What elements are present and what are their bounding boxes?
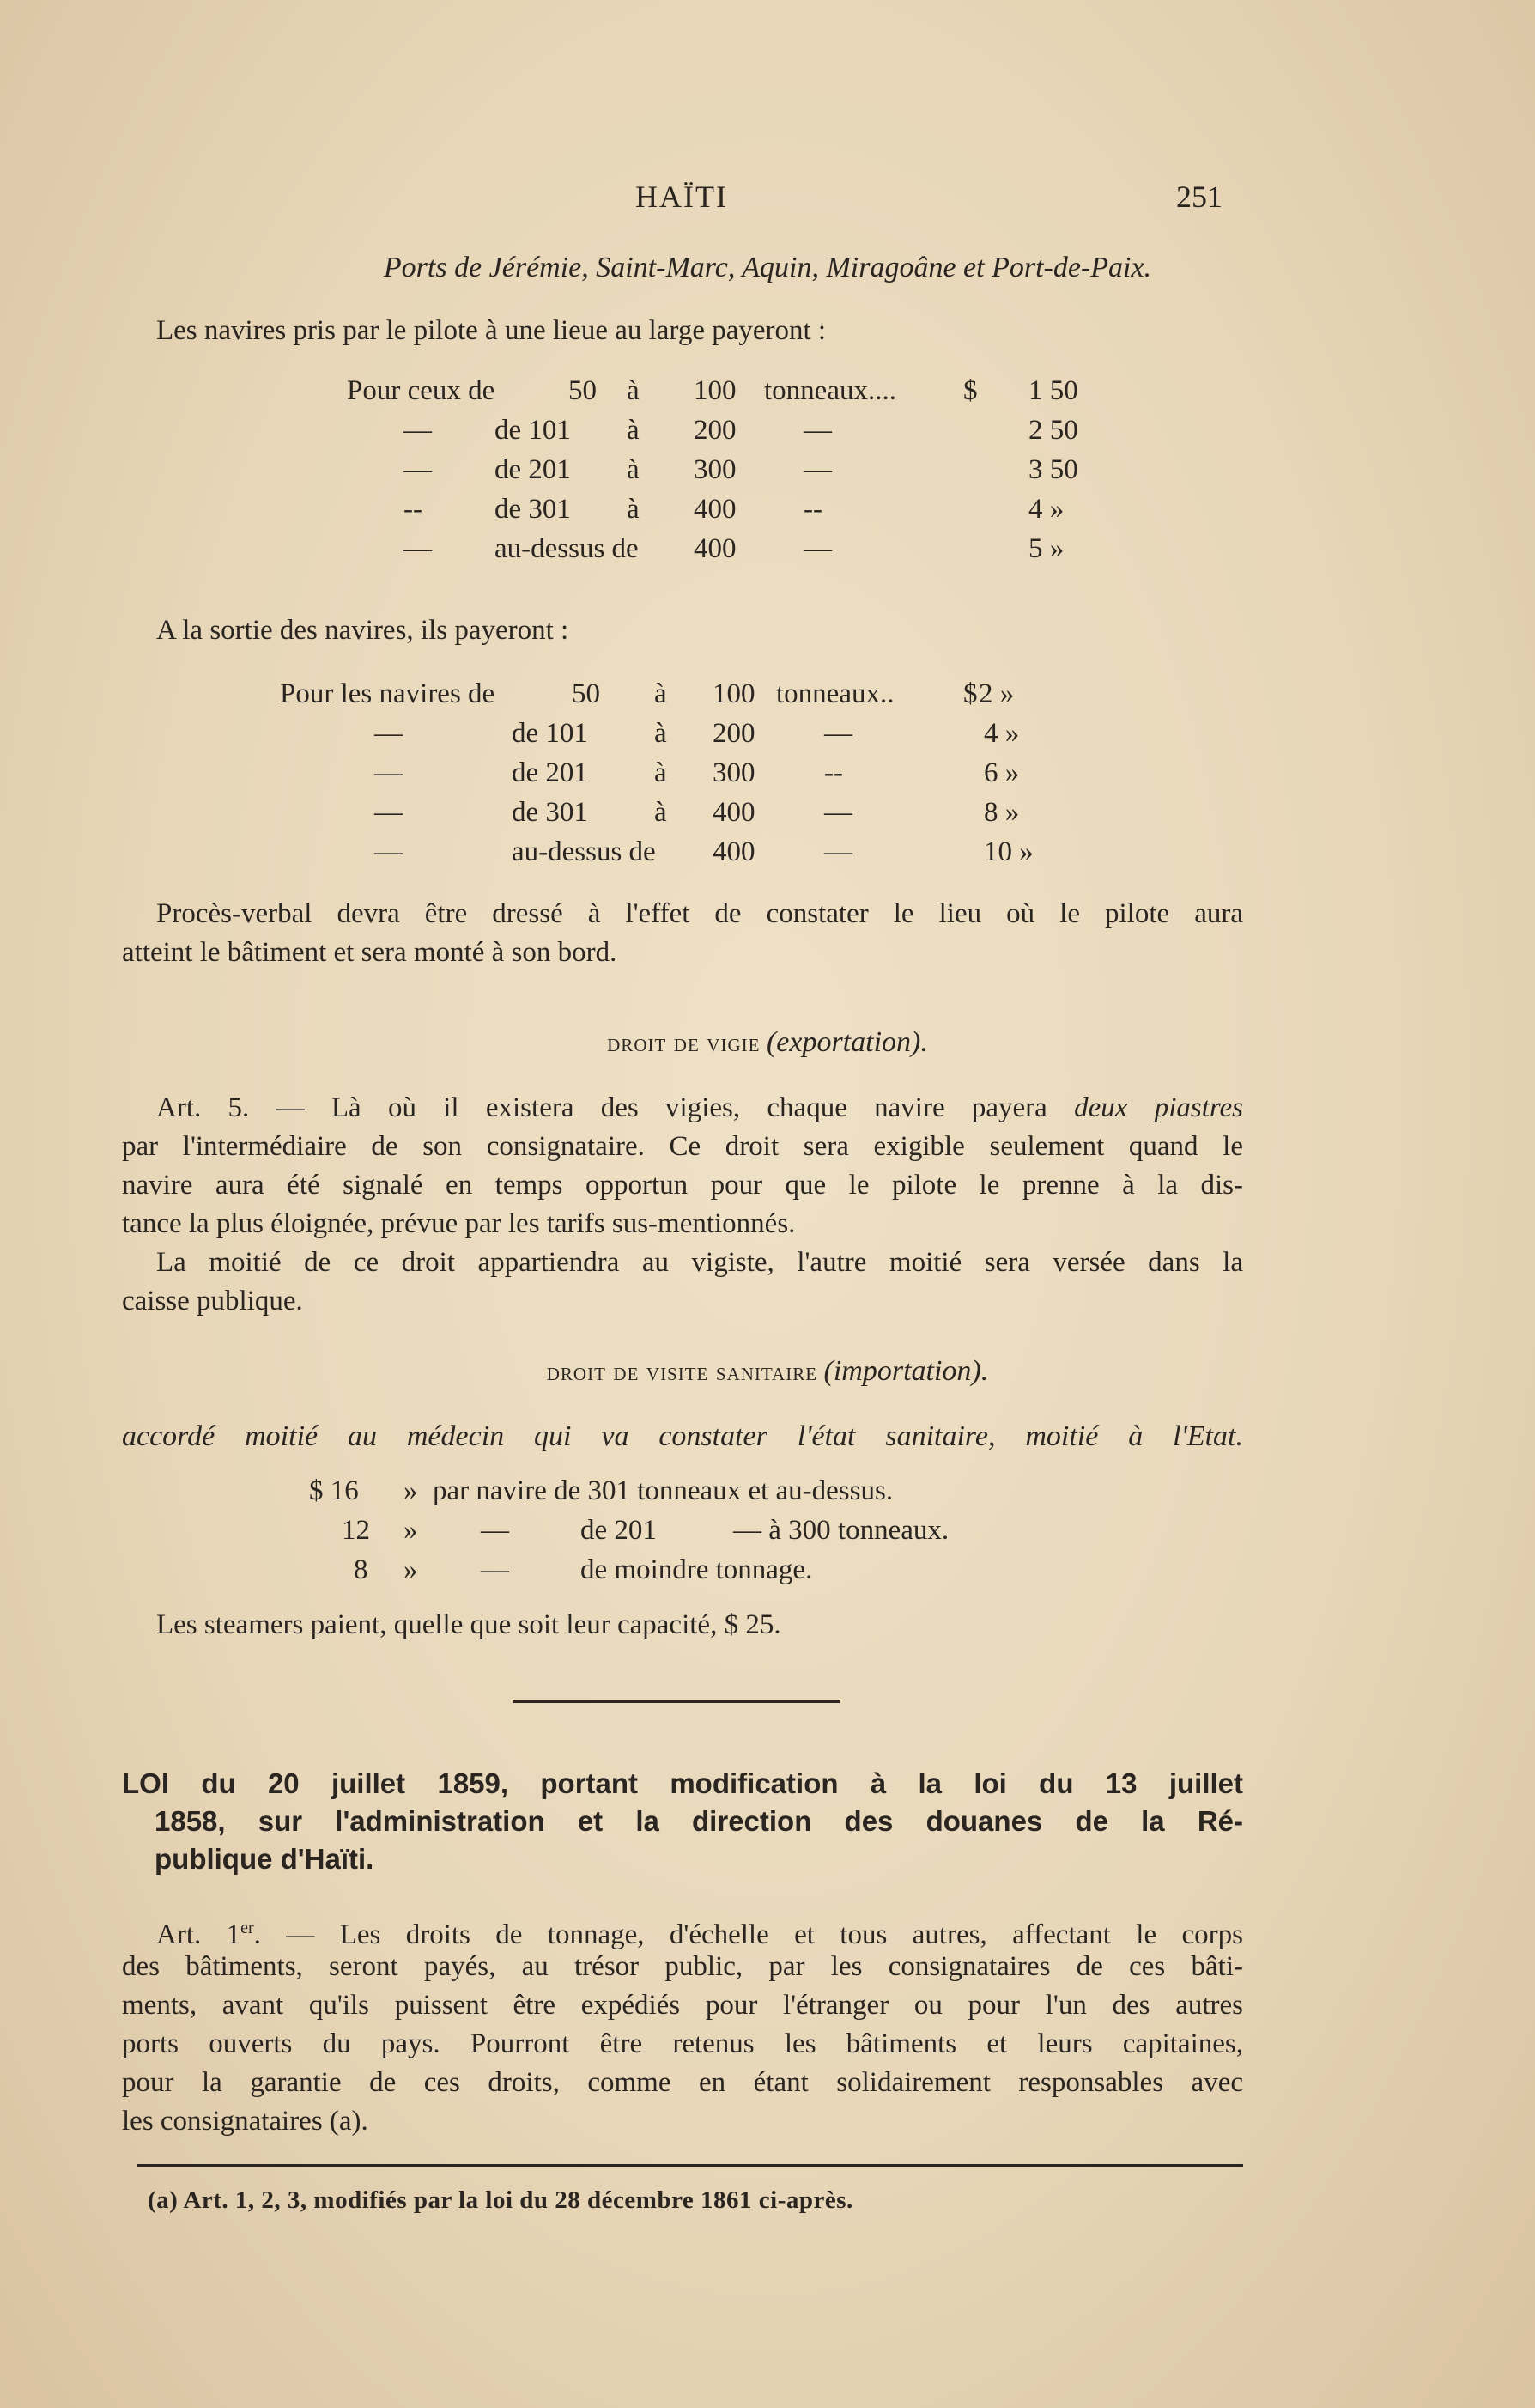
art5-line-3: navire aura été signalé en temps opportun pour que le pilote le prenne à la dis-	[122, 1170, 1243, 1201]
sanitaire-heading	[0, 1355, 1535, 1388]
art1-line-2: des bâtiments, seront payés, au trésor public, par les consignataires de ces bâti-	[122, 1951, 1243, 1982]
art5-line-1-text: Art. 5. — Là où il existera des vigies, chaque navire payera	[156, 1092, 1075, 1123]
proces-verbal-line-1: Procès-verbal devra être dressé à l'effet de constater le lieu où le pilote aura	[156, 898, 1243, 929]
art1-line-6: les consignataires (a).	[122, 2106, 368, 2137]
tariff-in-row-cell: à	[627, 494, 640, 525]
running-header-title: HAÏTI	[635, 179, 728, 214]
tariff-out-row-cell: —	[374, 797, 403, 828]
tariff-out-row-cell: au-dessus de	[512, 836, 656, 867]
loi-title-line-2: 1858, sur l'administration et la direction des douanes de la Ré-	[155, 1805, 1243, 1837]
tariff-out-row-cell: —	[374, 757, 403, 788]
tariff-out-row-cell: 200	[713, 718, 755, 749]
tariff-in-row-cell: de 101	[494, 415, 571, 446]
art1-sup: er	[240, 1918, 254, 1937]
sanitaire-tarif-cell: — à 300 tonneaux.	[733, 1515, 950, 1546]
tariff-in-row-cell: --	[403, 494, 422, 525]
art1-prefix: Art. 1	[156, 1919, 241, 1950]
vigie-heading-label: droit de vigie	[607, 1029, 761, 1057]
accorde-line: accordé moitié au médecin qui va constater l'état sanitaire, moitié à l'Etat.	[122, 1420, 1243, 1452]
tariff-in-row-cell: 3 50	[1028, 454, 1078, 485]
tariff-out-row-cell: —	[824, 836, 852, 867]
tariff-in-row-cell: au-dessus de	[494, 533, 639, 564]
tariff-out-row-cell: 100	[713, 678, 755, 709]
sanitaire-tarif-cell: »	[403, 1475, 418, 1506]
tariff-in-row-cell: 300	[694, 454, 737, 485]
tariff-in-row-cell: Pour ceux de	[347, 375, 495, 406]
loi-title-line-1: LOI du 20 juillet 1859, portant modification à la loi du 13 juillet	[122, 1767, 1243, 1799]
tariff-out-row-cell: 400	[713, 797, 755, 828]
sanitaire-tarif-cell: par navire de 301 tonneaux et au-dessus.	[433, 1475, 894, 1506]
tariff-out-row-cell: $	[963, 678, 978, 709]
tariff-out-row-cell: —	[824, 718, 852, 749]
tariff-out-row-cell: 50	[572, 678, 600, 709]
tariff-out-row-cell: à	[654, 797, 667, 828]
art1-line-4: ports ouverts du pays. Pourront être retenus les bâtiments et leurs capitaines,	[122, 2028, 1243, 2059]
vigie-heading	[0, 1026, 1535, 1059]
tariff-in-row-cell: à	[627, 454, 640, 485]
tariff-in-row-cell: 2 50	[1028, 415, 1078, 446]
sanitaire-tarif-cell: 8	[354, 1554, 368, 1585]
tariff-out-row-cell: à	[654, 678, 667, 709]
tariff-out-row-cell: de 301	[512, 797, 588, 828]
tariff-in-row-cell: tonneaux....	[764, 375, 896, 406]
tariff-in-row-cell: —	[403, 415, 432, 446]
section-separator	[513, 1700, 840, 1703]
steamers-line: Les steamers paient, quelle que soit leur capacité, $ 25.	[156, 1609, 781, 1640]
tariff-out-row-cell: —	[824, 797, 852, 828]
pilot-intro: Les navires pris par le pilote à une lieue au large payeront :	[156, 315, 827, 346]
tariff-in-row-cell: 50	[568, 375, 597, 406]
tariff-out-row-cell: 2 »	[979, 678, 1015, 709]
tariff-in-row-cell: —	[403, 533, 432, 564]
tariff-in-row-cell: à	[627, 415, 640, 446]
art1-line-3: ments, avant qu'ils puissent être expédiés pour l'étranger ou pour l'un des autres	[122, 1990, 1243, 2021]
sanitaire-tarif-cell: —	[481, 1554, 509, 1585]
art5-emphasis: deux piastres	[1074, 1092, 1243, 1123]
tariff-in-row-cell: --	[804, 494, 822, 525]
tariff-in-row-cell: 400	[694, 494, 737, 525]
tariff-out-row-cell: 4 »	[984, 718, 1020, 749]
page-number: 251	[1176, 179, 1223, 214]
tariff-out-row-cell: 300	[713, 757, 755, 788]
tariff-out-row-cell: —	[374, 718, 403, 749]
tariff-out-row-cell: à	[654, 757, 667, 788]
tariff-in-row-cell: 400	[694, 533, 737, 564]
tariff-out-row-cell: 10 »	[984, 836, 1034, 867]
sanitaire-heading-italic: (importation).	[823, 1355, 989, 1387]
tariff-in-row-cell: 200	[694, 415, 737, 446]
sanitaire-tarif-cell: —	[481, 1515, 509, 1546]
sanitaire-tarif-cell: 12	[342, 1515, 370, 1546]
art1-line-5: pour la garantie de ces droits, comme en étant solidairement responsables avec	[122, 2067, 1243, 2098]
tariff-in-row-cell: —	[403, 454, 432, 485]
tariff-in-row-cell: de 301	[494, 494, 571, 525]
art5-line-1	[156, 1089, 1243, 1128]
tariff-out-row-cell: —	[374, 836, 403, 867]
tariff-out-row-cell: 400	[713, 836, 755, 867]
tariff-out-row-cell: Pour les navires de	[280, 678, 495, 709]
loi-title-line-3: publique d'Haïti.	[155, 1843, 374, 1875]
art5-line-2: par l'intermédiaire de son consignataire. Ce droit sera exigible seulement quand le	[122, 1131, 1243, 1162]
tariff-out-row-cell: 8 »	[984, 797, 1020, 828]
tariff-in-row-cell: à	[627, 375, 640, 406]
moitie-line-2: caisse publique.	[122, 1286, 303, 1316]
tariff-out-row-cell: à	[654, 718, 667, 749]
footnote: (a) Art. 1, 2, 3, modifiés par la loi du 28 décembre 1861 ci-après.	[148, 2186, 853, 2214]
tariff-in-row-cell: de 201	[494, 454, 571, 485]
tariff-in-row-cell: 100	[694, 375, 737, 406]
art5-line-4: tance la plus éloignée, prévue par les tarifs sus-mentionnés.	[122, 1208, 796, 1239]
vigie-heading-italic: (exportation).	[766, 1026, 928, 1058]
tariff-in-row-cell: 1 50	[1028, 375, 1078, 406]
tariff-in-row-cell: 5 »	[1028, 533, 1065, 564]
moitie-line-1: La moitié de ce droit appartiendra au vigiste, l'autre moitié sera versée dans la	[156, 1247, 1243, 1278]
sanitaire-tarif-cell: de 201	[580, 1515, 657, 1546]
sanitaire-tarif-cell: $ 16	[309, 1475, 359, 1506]
tariff-out-row-cell: --	[824, 757, 843, 788]
proces-verbal-line-2: atteint le bâtiment et sera monté à son bord.	[122, 937, 617, 968]
tariff-out-row-cell: de 201	[512, 757, 588, 788]
tariff-in-row-cell: —	[804, 454, 832, 485]
tariff-in-row-cell: $	[963, 375, 978, 406]
footnote-rule	[137, 2164, 1243, 2167]
tariff-in-row-cell: —	[804, 415, 832, 446]
tariff-in-row-cell: —	[804, 533, 832, 564]
sanitaire-tarif-cell: »	[403, 1554, 418, 1585]
art1-line-1-text: . — Les droits de tonnage, d'échelle et tous autres, affectant le corps	[253, 1919, 1243, 1950]
sanitaire-tarif-cell: de moindre tonnage.	[580, 1554, 813, 1585]
tariff-out-row-cell: de 101	[512, 718, 588, 749]
tariff-out-row-cell: tonneaux..	[776, 678, 895, 709]
tariff-in-row-cell: 4 »	[1028, 494, 1065, 525]
sanitaire-heading-label: droit de visite sanitaire	[546, 1358, 818, 1386]
ports-heading: Ports de Jérémie, Saint-Marc, Aquin, Miragoâne et Port-de-Paix.	[383, 252, 1152, 283]
tariff-out-row-cell: 6 »	[984, 757, 1020, 788]
sanitaire-tarif-cell: »	[403, 1515, 418, 1546]
sortie-intro: A la sortie des navires, ils payeront :	[156, 615, 569, 646]
